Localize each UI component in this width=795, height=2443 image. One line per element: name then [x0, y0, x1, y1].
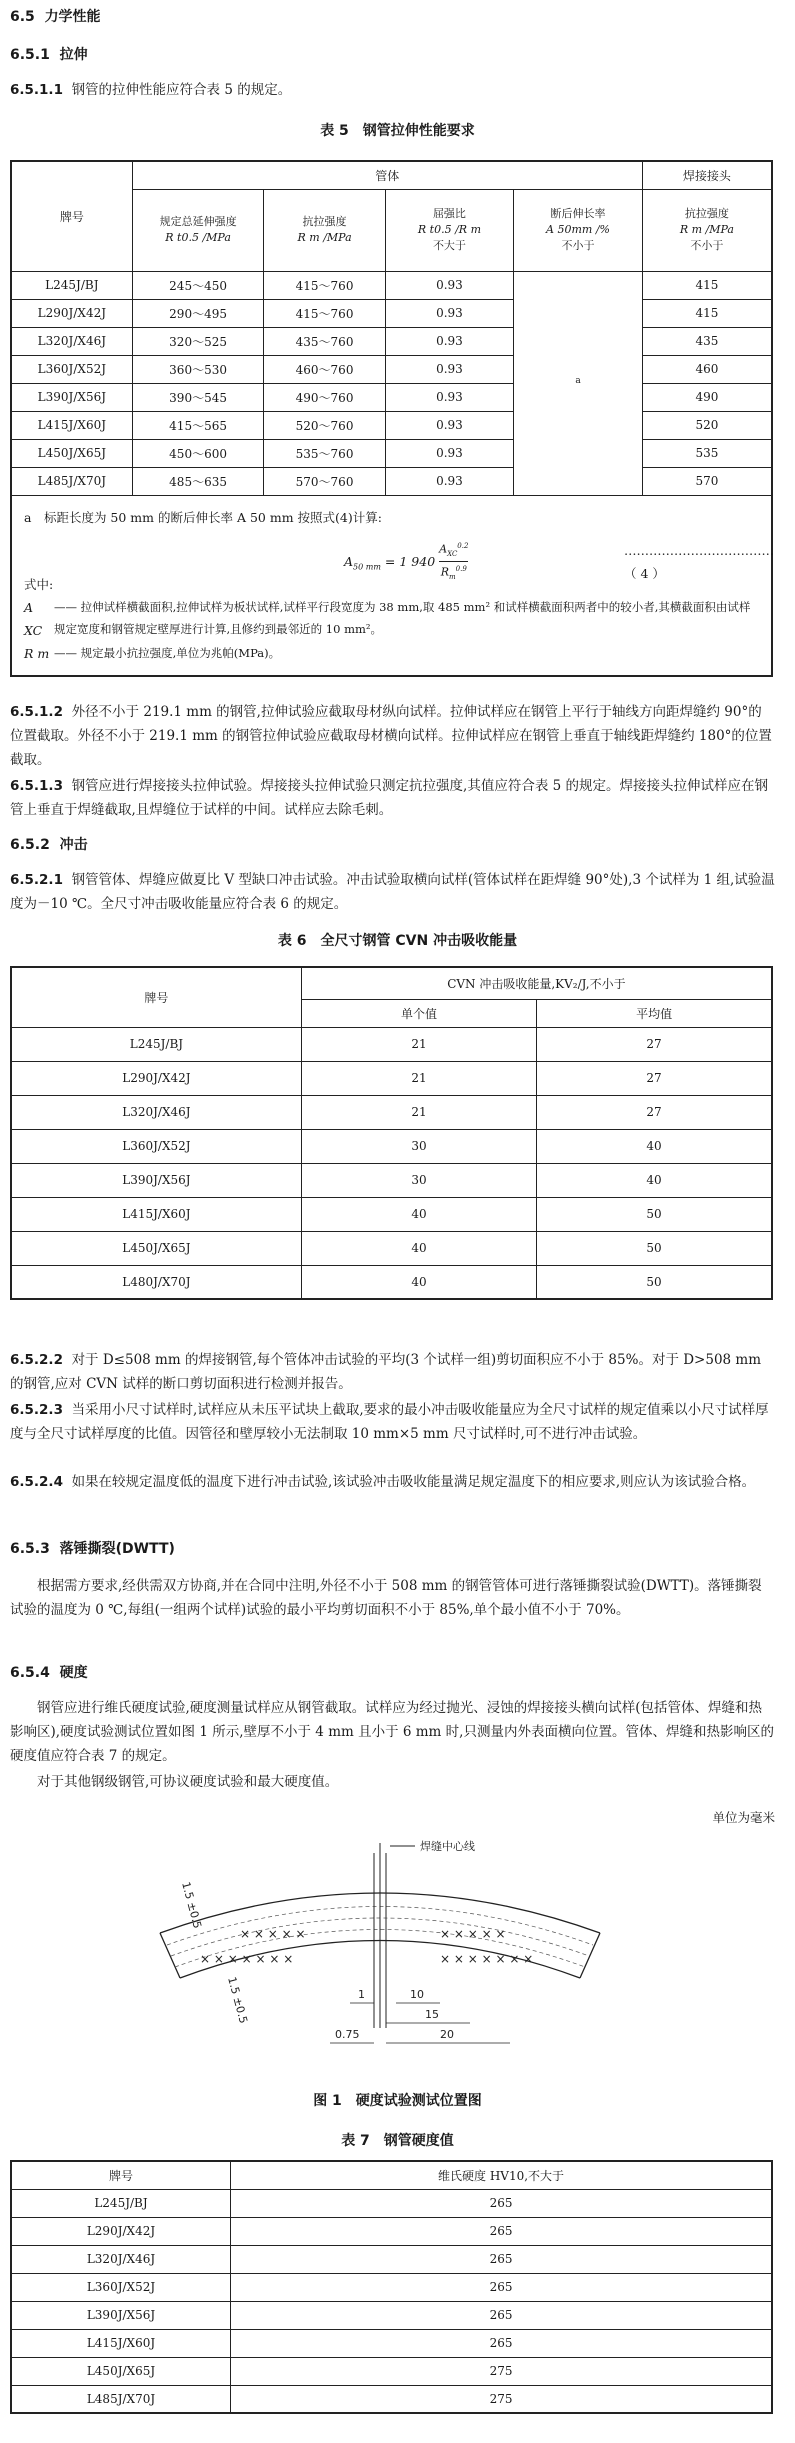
cell: 265: [231, 2273, 772, 2301]
table-row: [11, 271, 772, 299]
table-7-caption: 表 7 钢管硬度值: [341, 2133, 454, 2149]
cell: L245J/BJ: [11, 2189, 231, 2217]
table-row: [11, 1095, 772, 1129]
section-6-5-2-heading: [10, 834, 88, 854]
table-6-caption: 表 6 全尺寸钢管 CVN 冲击吸收能量: [277, 933, 518, 949]
cell: 50: [537, 1231, 772, 1265]
header-weld: 焊接接头: [642, 161, 772, 189]
cell: 415: [642, 271, 772, 299]
cell: 27: [537, 1095, 772, 1129]
clause-text: 外径不小于 219.1 mm 的钢管,拉伸试验应截取母材纵向试样。拉伸试样应在钢管上平行于轴线方向距焊缝约 90°的位置截取。外径不小于 219.1 mm 的钢管拉伸试验应截取母材横向试样。拉伸试样应在钢管上垂直于轴线距焊缝约 180°的位置截取。: [10, 704, 772, 768]
cell: L320J/X46J: [11, 2245, 231, 2273]
header-line: R t0.5 /R m: [417, 223, 481, 236]
cell: 0.93: [385, 467, 514, 495]
table-6: [10, 966, 773, 1300]
section-title: 力学性能: [44, 9, 101, 25]
section-number: 6.5.4: [10, 1665, 50, 1681]
para-6-5-2-1: [10, 868, 775, 916]
section-6-5-heading: [10, 6, 101, 26]
dim-top-label: 1.5 ±0.5: [179, 1880, 205, 1930]
cell: 0.93: [385, 327, 514, 355]
dim-15-label: 15: [425, 2008, 439, 2021]
table-row: [11, 2385, 772, 2413]
cell: 265: [231, 2217, 772, 2245]
table-5-caption: 表 5 钢管拉伸性能要求: [320, 123, 475, 139]
symbol: A XC: [24, 599, 43, 638]
symbol-axc: [24, 596, 759, 642]
header-line: 屈强比: [432, 207, 466, 220]
cell: 275: [231, 2385, 772, 2413]
dim-10-label: 10: [410, 1988, 424, 2001]
cell: 21: [301, 1061, 536, 1095]
cell: 490～760: [264, 383, 385, 411]
dim-075-label: 0.75: [335, 2028, 360, 2041]
table-row: [11, 2245, 772, 2273]
cell: 520～760: [264, 411, 385, 439]
cell: 275: [231, 2357, 772, 2385]
cell: L485J/X70J: [11, 2385, 231, 2413]
formula: $A_{50 mm} = 1$ 940 $A_{XC}^{0.2}$ $R_m^{0.9}$: [344, 539, 468, 586]
table-5-note: [11, 495, 772, 676]
section-title: 落锤撕裂(DWTT): [59, 1541, 175, 1557]
dim-1-label: 1: [358, 1988, 365, 2001]
cell: 485～635: [132, 467, 264, 495]
clause-text: 钢管管体、焊缝应做夏比 V 型缺口冲击试验。冲击试验取横向试样(管体试样在距焊缝 90°处),3 个试样为 1 组,试验温度为－10 ℃。全尺寸冲击吸收能量应符合表 6 的规定。: [10, 872, 775, 912]
para-6-5-3: 根据需方要求,经供需双方协商,并在合同中注明,外径不小于 508 mm 的钢管管体可进行落锤撕裂试验(DWTT)。落锤撕裂试验的温度为 0 ℃,每组(一组两个试样)试验的最小平均剪切面积不小于 85%,单个最小值不小于 70%。: [10, 1578, 762, 1618]
header-grade: 牌号: [11, 161, 132, 271]
cell-elongation-note: [514, 271, 643, 495]
clause-number: 6.5.1.2: [10, 704, 63, 720]
para-6-5-1-3: [10, 774, 775, 822]
cell: 27: [537, 1027, 772, 1061]
para-6-5-2-3: [10, 1398, 775, 1446]
header-col-tensile: [264, 189, 385, 271]
cell: 0.93: [385, 355, 514, 383]
test-mark: × × × × × × ×: [440, 1952, 534, 1966]
table-row: [11, 2217, 772, 2245]
cell: 265: [231, 2245, 772, 2273]
cell: 21: [301, 1027, 536, 1061]
cell: L390J/X56J: [11, 2301, 231, 2329]
section-6-5-1-heading: [10, 44, 88, 64]
symbol-desc: —— 规定最小抗拉强度,单位为兆帕(MPa)。: [54, 645, 281, 660]
cell: 50: [537, 1265, 772, 1299]
cell: 27: [537, 1061, 772, 1095]
table-row: [11, 467, 772, 495]
para-6-5-4-2: 对于其他钢级钢管,可协议硬度试验和最大硬度值。: [37, 1774, 339, 1790]
cell: 460～760: [264, 355, 385, 383]
para-6-5-2-2: [10, 1348, 775, 1396]
formula-number: ………………………………（ 4 ）: [624, 542, 774, 581]
cell: L415J/X60J: [11, 411, 132, 439]
cell: 40: [301, 1265, 536, 1299]
cell: 0.93: [385, 439, 514, 467]
cell: L485J/X70J: [11, 467, 132, 495]
clause-number: 6.5.1.1: [10, 82, 63, 98]
cell: 535～760: [264, 439, 385, 467]
table-row: [11, 2273, 772, 2301]
cell: 460: [642, 355, 772, 383]
section-number: 6.5.3: [10, 1541, 50, 1557]
footnote-mark: a: [575, 375, 581, 386]
cell: L360J/X52J: [11, 355, 132, 383]
header-col-ratio: [385, 189, 514, 271]
cell: 40: [301, 1231, 536, 1265]
cell: L360J/X52J: [11, 2273, 231, 2301]
cell: 50: [537, 1197, 772, 1231]
table-5: [10, 160, 773, 677]
header-line: 不小于: [561, 239, 595, 252]
cell: L390J/X56J: [11, 383, 132, 411]
hardness-test-position-figure: [140, 1828, 660, 2078]
table-row: [11, 1129, 772, 1163]
cell: 0.93: [385, 299, 514, 327]
cell: 390～545: [132, 383, 264, 411]
cell: 0.93: [385, 411, 514, 439]
table-row: [11, 2189, 772, 2217]
table-row: [11, 1197, 772, 1231]
clause-text: 对于 D≤508 mm 的焊接钢管,每个管体冲击试验的平均(3 个试样一组)剪切面积应不小于 85%。对于 D>508 mm 的钢管,应对 CVN 试样的断口剪切面积进行检测并报告。: [10, 1352, 762, 1392]
header-body: 管体: [132, 161, 642, 189]
cell: 265: [231, 2189, 772, 2217]
clause-number: 6.5.1.3: [10, 778, 63, 794]
cell: 40: [301, 1197, 536, 1231]
cell: 320～525: [132, 327, 264, 355]
cell: 0.93: [385, 271, 514, 299]
header-line: 断后伸长率: [550, 207, 606, 220]
cell: 40: [537, 1163, 772, 1197]
table-note-row: [11, 495, 772, 676]
cell: 520: [642, 411, 772, 439]
cell: L450J/X65J: [11, 2357, 231, 2385]
table-row: [11, 439, 772, 467]
cell: 415: [642, 299, 772, 327]
table-row: [11, 2357, 772, 2385]
cell: L245J/BJ: [11, 271, 132, 299]
cell: L390J/X56J: [11, 1163, 301, 1197]
header-line: 不大于: [432, 239, 466, 252]
clause-number: 6.5.2.2: [10, 1352, 63, 1368]
header-single: 单个值: [301, 999, 536, 1027]
unit-note: 单位为毫米: [712, 1810, 775, 1825]
cell: 435～760: [264, 327, 385, 355]
header-grade: 牌号: [11, 967, 301, 1027]
clause-text: 钢管的拉伸性能应符合表 5 的规定。: [71, 82, 292, 98]
dim-bottom-label: 1.5 ±0.5: [225, 1975, 251, 2025]
header-energy: CVN 冲击吸收能量,KV₂/J,不小于: [301, 967, 772, 999]
clause-text: 如果在较规定温度低的温度下进行冲击试验,该试验冲击吸收能量满足规定温度下的相应要求,则应认为该试验合格。: [71, 1474, 756, 1490]
section-6-5-4-heading: [10, 1662, 88, 1682]
section-title: 拉伸: [59, 47, 88, 63]
section-number: 6.5: [10, 9, 35, 25]
cell: 415～565: [132, 411, 264, 439]
cell: L415J/X60J: [11, 1197, 301, 1231]
para-6-5-1-1: [10, 78, 291, 102]
cell: L360J/X52J: [11, 1129, 301, 1163]
header-line: R m /MPa: [297, 231, 352, 244]
cell: L450J/X65J: [11, 1231, 301, 1265]
symbol: R m: [24, 645, 50, 661]
pipe-left-end: [160, 1933, 180, 1978]
table-7: [10, 2160, 773, 2414]
cell: L415J/X60J: [11, 2329, 231, 2357]
dim-20-label: 20: [440, 2028, 454, 2041]
cell: 435: [642, 327, 772, 355]
figure-1-caption: 图 1 硬度试验测试位置图: [313, 2093, 482, 2109]
footnote-a: a 标距长度为 50 mm 的断后伸长率 A 50 mm 按照式(4)计算:: [24, 509, 382, 525]
table-row: [11, 1061, 772, 1095]
cell: 21: [301, 1095, 536, 1129]
clause-number: 6.5.2.3: [10, 1402, 63, 1418]
cell: 30: [301, 1129, 536, 1163]
header-col-yield: [132, 189, 264, 271]
table-row: [11, 2329, 772, 2357]
cell: L290J/X42J: [11, 299, 132, 327]
header-line: 抗拉强度: [302, 215, 347, 228]
formula-line: [24, 529, 774, 582]
table-row: [11, 327, 772, 355]
symbol-rm: [24, 642, 759, 665]
symbol-desc: —— 拉伸试样横截面积,拉伸试样为板状试样,试样平行段宽度为 38 mm,取 485 mm² 和试样横截面积两者中的较小者,其横截面积由试样规定宽度和钢管规定壁厚进行计算,且修约到最邻近的 10 mm²。: [54, 599, 751, 636]
cell: 290～495: [132, 299, 264, 327]
cell: L320J/X46J: [11, 327, 132, 355]
cell: L290J/X42J: [11, 2217, 231, 2245]
cell: 490: [642, 383, 772, 411]
section-number: 6.5.1: [10, 47, 50, 63]
table-row: [11, 355, 772, 383]
table-row: [11, 299, 772, 327]
clause-text: 当采用小尺寸试样时,试样应从未压平试块上截取,要求的最小冲击吸收能量应为全尺寸试样的规定值乘以小尺寸试样厚度与全尺寸试样厚度的比值。因管径和壁厚较小无法制取 10 mm×5 mm 尺寸试样时,可不进行冲击试验。: [10, 1402, 769, 1442]
clause-number: 6.5.2.1: [10, 872, 63, 888]
cell: 265: [231, 2301, 772, 2329]
header-col-elongation: [514, 189, 643, 271]
table-row: [11, 1231, 772, 1265]
cell: 0.93: [385, 383, 514, 411]
table-row: [11, 2301, 772, 2329]
header-hv: 维氏硬度 HV10,不大于: [231, 2161, 772, 2189]
cell: 415～760: [264, 299, 385, 327]
para-6-5-1-2: [10, 700, 775, 772]
header-line: 不小于: [690, 239, 724, 252]
cell: 535: [642, 439, 772, 467]
para-6-5-4-1: 钢管应进行维氏硬度试验,硬度测量试样应从钢管截取。试样应为经过抛光、浸蚀的焊接接头横向试样(包括管体、焊缝和热影响区),硬度试验测试位置如图 1 所示,壁厚不小于 4 mm 且小于 6 mm 时,只测量内外表面横向位置。管体、焊缝和热影响区的硬度值应符合表 7 的规定。: [10, 1700, 774, 1764]
table-row: [11, 1027, 772, 1061]
section-number: 6.5.2: [10, 837, 50, 853]
cell: 415～760: [264, 271, 385, 299]
cell: 570～760: [264, 467, 385, 495]
table-row: [11, 411, 772, 439]
test-mark: × × × × × × ×: [200, 1952, 294, 1966]
cell: 265: [231, 2329, 772, 2357]
cell: 360～530: [132, 355, 264, 383]
cell: L450J/X65J: [11, 439, 132, 467]
cell: 40: [537, 1129, 772, 1163]
para-6-5-2-4: [10, 1470, 775, 1494]
where-label: 式中:: [24, 576, 54, 592]
clause-number: 6.5.2.4: [10, 1474, 63, 1490]
table-row: [11, 383, 772, 411]
cell: 450～600: [132, 439, 264, 467]
test-mark: × × × × ×: [440, 1927, 506, 1941]
cell: 30: [301, 1163, 536, 1197]
clause-text: 钢管应进行焊接接头拉伸试验。焊接接头拉伸试验只测定抗拉强度,其值应符合表 5 的规定。焊接接头拉伸试样应在钢管上垂直于焊缝截取,且焊缝位于试样的中间。试样应去除毛刺。: [10, 778, 769, 818]
weld-center-label: 焊缝中心线: [420, 1840, 475, 1853]
header-col-weld-tensile: [642, 189, 772, 271]
header-avg: 平均值: [537, 999, 772, 1027]
header-line: R t0.5 /MPa: [165, 231, 231, 244]
section-6-5-3-heading: [10, 1538, 175, 1558]
cell: L320J/X46J: [11, 1095, 301, 1129]
section-title: 冲击: [59, 837, 88, 853]
header-line: 抗拉强度: [684, 207, 729, 220]
header-line: 规定总延伸强度: [159, 215, 237, 228]
cell: L290J/X42J: [11, 1061, 301, 1095]
header-line: A 50mm /%: [546, 223, 610, 236]
cell: L245J/BJ: [11, 1027, 301, 1061]
cell: 245～450: [132, 271, 264, 299]
section-title: 硬度: [59, 1665, 88, 1681]
cell: L480J/X70J: [11, 1265, 301, 1299]
header-grade: 牌号: [11, 2161, 231, 2189]
cell: 570: [642, 467, 772, 495]
header-line: R m /MPa: [679, 223, 734, 236]
table-row: [11, 1163, 772, 1197]
table-row: [11, 1265, 772, 1299]
test-mark: × × × × ×: [240, 1927, 306, 1941]
pipe-right-end: [580, 1933, 600, 1978]
